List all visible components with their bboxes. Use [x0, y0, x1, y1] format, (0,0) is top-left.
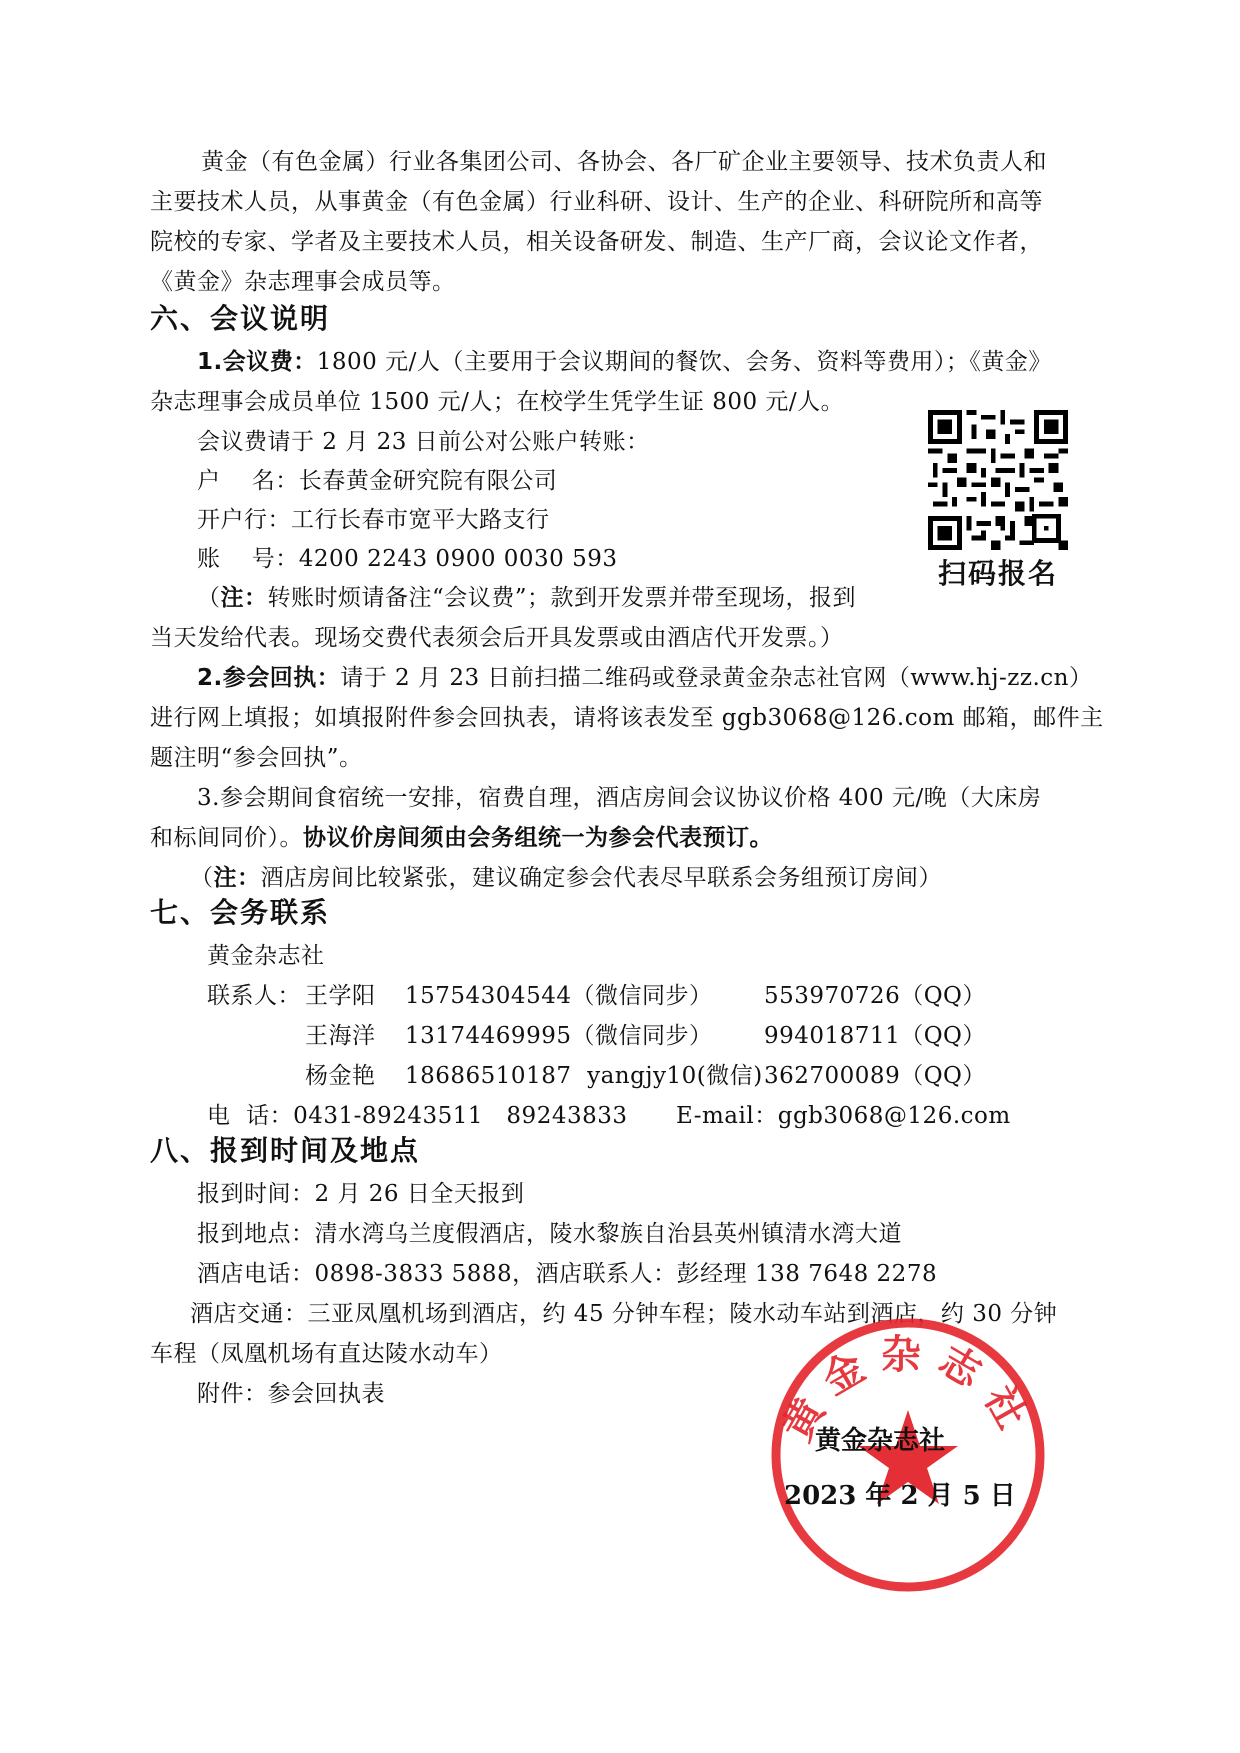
section8-heading: 八、报到时间及地点: [150, 1134, 421, 1167]
note1-text: 转账时烦请备注“会议费”；款到开发票并带至现场，报到: [267, 585, 857, 611]
contact-qq: 994018711（QQ）: [764, 1023, 986, 1049]
note2-label: 注：: [213, 865, 261, 891]
fee-label: 1.会议费：: [197, 349, 317, 375]
fee-line-1: [197, 348, 1052, 376]
reply-text: 请于 2 月 23 日前扫描二维码或登录黄金杂志社官网（www.hj-zz.cn）: [340, 665, 1093, 691]
report-time: 报到时间：2 月 26 日全天报到: [197, 1181, 525, 1207]
attendees-line-4: 《黄金》杂志理事会成员等。: [150, 269, 456, 295]
lodging-line-2: [150, 824, 773, 852]
lodging-line-1: 3.参会期间食宿统一安排，宿费自理，酒店房间会议协议价格 400 元/晚（大床房: [197, 785, 1042, 811]
signature-date: 2023 年 2 月 5 日: [784, 1481, 1016, 1511]
note2-open: （: [190, 865, 214, 891]
bank-line: 开户行：工行长春市宽平大路支行: [197, 507, 550, 533]
contact-phone: 18686510187 yangjy10(微信): [405, 1063, 763, 1089]
section6-heading: 六、会议说明: [150, 302, 331, 335]
attendees-line-1: 黄金（有色金属）行业各集团公司、各协会、各厂矿企业主要领导、技术负责人和: [201, 149, 1047, 175]
account-no-line: 账 号：4200 2243 0900 0030 593: [197, 546, 618, 572]
contact-qq: 553970726（QQ）: [764, 983, 986, 1009]
fee-text: 1800 元/人（主要用于会议期间的餐饮、会务、资料等费用）；《黄金》: [316, 349, 1052, 375]
reply-label: 2.参会回执：: [197, 665, 341, 691]
fee-line-2: 杂志理事会成员单位 1500 元/人；在校学生凭学生证 800 元/人。: [150, 389, 845, 415]
tel-line: 电 话：0431-89243511 89243833: [207, 1103, 628, 1129]
section7-heading: 七、会务联系: [150, 896, 331, 929]
note1-line-1: [197, 584, 856, 612]
lodging-price-note: 和标间同价）。: [150, 825, 303, 851]
reply-line-2: 进行网上填报；如填报附件参会回执表，请将该表发至 ggb3068@126.com 邮箱，邮件主: [150, 705, 1104, 731]
lodging-booking-note: 协议价房间须由会务组统一为参会代表预订。: [303, 825, 773, 851]
note1-label: 注：: [220, 585, 268, 611]
report-place: 报到地点：清水湾乌兰度假酒店，陵水黎族自治县英州镇清水湾大道: [197, 1221, 902, 1247]
transfer-line: 会议费请于 2 月 23 日前公对公账户转账：: [197, 429, 650, 455]
email-line: E-mail：ggb3068@126.com: [676, 1103, 1011, 1129]
contact-phone: 13174469995（微信同步）: [405, 1023, 713, 1049]
contact-name: 杨金艳: [305, 1063, 376, 1089]
reply-line-3: 题注明“参会回执”。: [150, 745, 363, 771]
qr-caption: 扫码报名: [938, 557, 1059, 590]
reply-line-1: [197, 664, 1093, 692]
traffic-line-2: 车程（凤凰机场有直达陵水动车）: [150, 1341, 503, 1367]
contact-phone: 15754304544（微信同步）: [405, 983, 713, 1009]
contact-qq: 362700089（QQ）: [764, 1063, 986, 1089]
contacts-label: 联系人：: [207, 983, 301, 1009]
hotel-phone: 酒店电话：0898-3833 5888，酒店联系人：彭经理 138 7648 2278: [197, 1261, 938, 1287]
qr-code-image: [928, 410, 1068, 550]
account-name-line: 户 名：长春黄金研究院有限公司: [197, 468, 558, 494]
note2-line: [190, 864, 942, 892]
contact-name: 王海洋: [305, 1023, 376, 1049]
contact-org: 黄金杂志社: [207, 943, 325, 969]
note1-line-2: 当天发给代表。现场交费代表须会后开具发票或由酒店代开发票。）: [150, 625, 844, 651]
seal-text: 黄金杂志社: [774, 1331, 1042, 1449]
signature-org: 黄金杂志社: [815, 1426, 946, 1456]
note1-open: （: [197, 585, 221, 611]
attendees-line-3: 院校的专家、学者及主要技术人员，相关设备研发、制造、生产厂商，会议论文作者，: [150, 229, 1043, 255]
attachment-line: 附件：参会回执表: [197, 1381, 385, 1407]
contact-name: 王学阳: [305, 983, 376, 1009]
attendees-line-2: 主要技术人员，从事黄金（有色金属）行业科研、设计、生产的企业、科研院所和高等: [150, 189, 1043, 215]
traffic-line-1: 酒店交通：三亚凤凰机场到酒店，约 45 分钟车程；陵水动车站到酒店，约 30 分钟: [190, 1301, 1058, 1327]
note2-text: 酒店房间比较紧张，建议确定参会代表尽早联系会务组预订房间）: [260, 865, 942, 891]
